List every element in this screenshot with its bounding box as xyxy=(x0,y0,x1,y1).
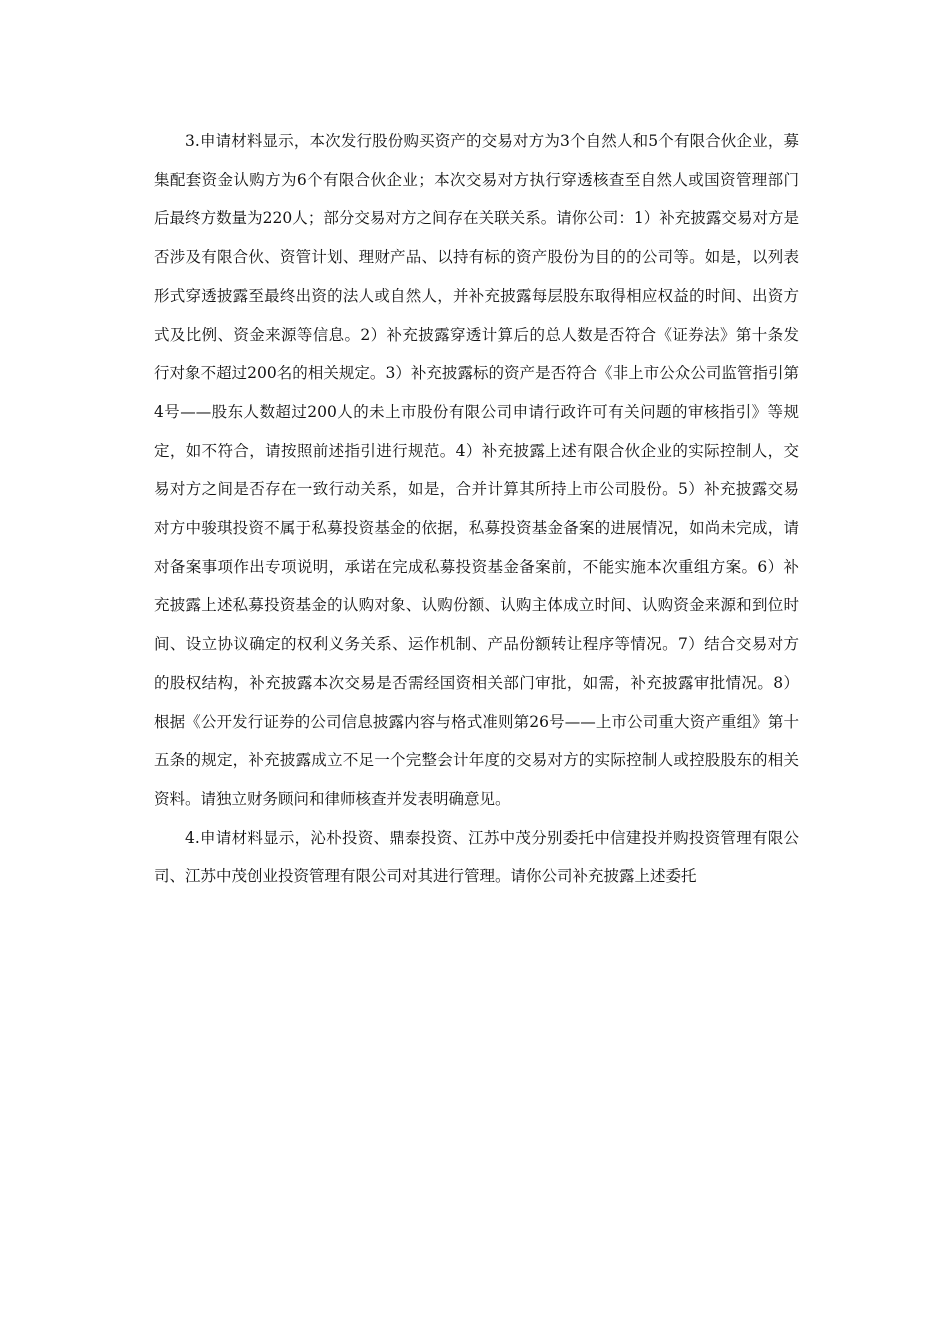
paragraph-item-3: 3.申请材料显示，本次发行股份购买资产的交易对方为3个自然人和5个有限合伙企业，募集配套资金认购方为6个有限合伙企业；本次交易对方执行穿透核查至自然人或国资管理部门后最终方数量为220人；部分交易对方之间存在关联关系。请你公司：1）补充披露交易对方是否涉及有限合伙、资管计划、理财产品、以持有标的资产股份为目的的公司等。如是，以列表形式穿透披露至最终出资的法人或自然人，并补充披露每层股东取得相应权益的时间、出资方式及比例、资金来源等信息。2）补充披露穿透计算后的总人数是否符合《证券法》第十条发行对象不超过200名的相关规定。3）补充披露标的资产是否符合《非上市公众公司监管指引第4号——股东人数超过200人的未上市股份有限公司申请行政许可有关问题的审核指引》等规定，如不符合，请按照前述指引进行规范。4）补充披露上述有限合伙企业的实际控制人，交易对方之间是否存在一致行动关系，如是，合并计算其所持上市公司股份。5）补充披露交易对方中骏琪投资不属于私募投资基金的依据，私募投资基金备案的进展情况，如尚未完成，请对备案事项作出专项说明，承诺在完成私募投资基金备案前，不能实施本次重组方案。6）补充披露上述私募投资基金的认购对象、认购份额、认购主体成立时间、认购资金来源和到位时间、设立协议确定的权利义务关系、运作机制、产品份额转让程序等情况。7）结合交易对方的股权结构，补充披露本次交易是否需经国资相关部门审批，如需，补充披露审批情况。8）根据《公开发行证券的公司信息披露内容与格式准则第26号——上市公司重大资产重组》第十五条的规定，补充披露成立不足一个完整会计年度的交易对方的实际控制人或控股股东的相关资料。请独立财务顾问和律师核查并发表明确意见。 xyxy=(154,132,799,808)
paragraph-item-4: 4.申请材料显示，沁朴投资、鼎泰投资、江苏中茂分别委托中信建投并购投资管理有限公司、江苏中茂创业投资管理有限公司对其进行管理。请你公司补充披露上述委托 xyxy=(154,828,799,886)
document-body xyxy=(154,122,799,896)
